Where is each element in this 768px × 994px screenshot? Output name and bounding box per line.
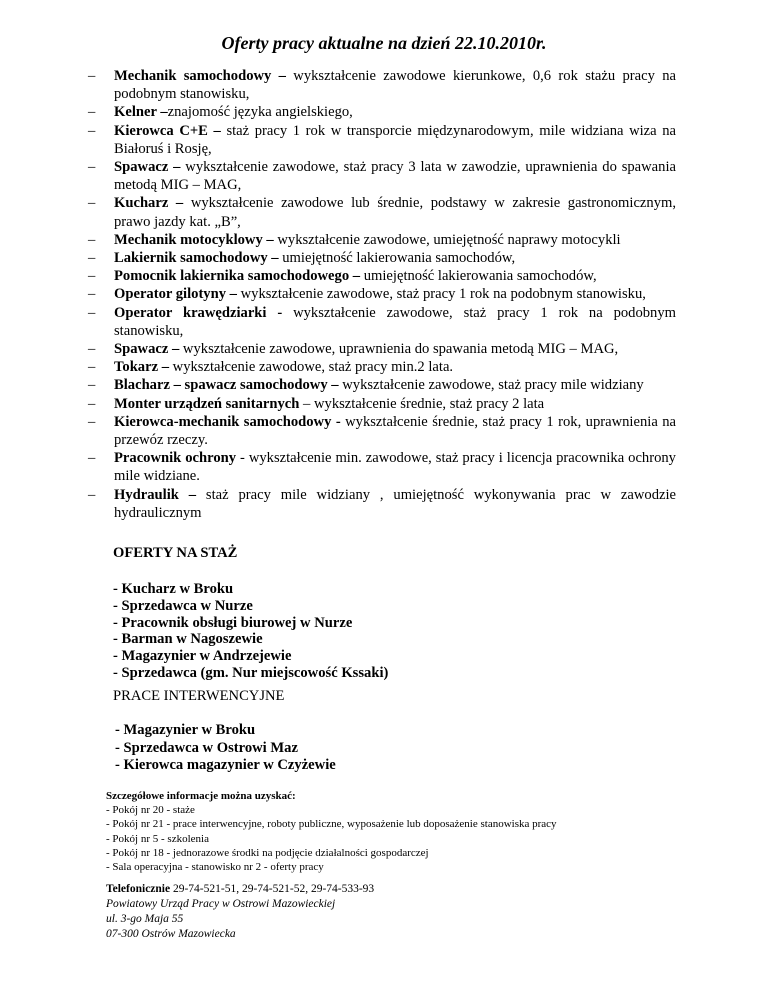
job-title: Kelner – xyxy=(114,104,168,121)
intervention-heading: PRACE INTERWENCYJNE xyxy=(113,688,285,704)
job-requirements: wykształcenie zawodowe, staż pracy 3 lata w zawodzie, uprawnienia do spawania metodą MIG – MAG, xyxy=(114,159,676,194)
dash-bullet: – xyxy=(88,304,96,321)
job-requirements: znajomość języka angielskiego, xyxy=(167,104,353,121)
job-requirements: - wykształcenie min. zawodowe, staż pracy i licencja pracownika ochrony mile widziane. xyxy=(114,450,676,485)
job-offer-item xyxy=(88,449,676,485)
dash-bullet: – xyxy=(88,359,96,376)
job-offer-item xyxy=(88,486,677,522)
job-title: Hydraulik – xyxy=(114,486,197,503)
dash-bullet: – xyxy=(88,395,96,412)
job-requirements: umiejętność lakierowania samochodów, xyxy=(360,268,597,285)
job-requirements: wykształcenie zawodowe, umiejętność naprawy motocykli xyxy=(273,231,621,248)
job-title: Operator krawędziarki - xyxy=(114,304,283,321)
job-offer-item xyxy=(88,194,676,230)
intervention-item: - Kierowca magazynier w Czyżewie xyxy=(115,757,336,773)
dash-bullet: – xyxy=(88,341,96,358)
internship-item: - Pracownik obsługi biurowej w Nurze xyxy=(113,614,353,631)
dash-bullet: – xyxy=(88,268,96,285)
dash-bullet: – xyxy=(88,68,96,84)
dash-bullet: – xyxy=(88,231,96,248)
dash-bullet: – xyxy=(88,195,96,212)
job-requirements: – wykształcenie średnie, staż pracy 2 lata xyxy=(299,395,545,412)
page-title: Oferty pracy aktualne na dzień 22.10.2010r. xyxy=(221,33,547,53)
info-item: - Sala operacyjna - stanowisko nr 2 - oferty pracy xyxy=(106,861,324,874)
office-name: Powiatowy Urząd Pracy w Ostrowi Mazowieckiej xyxy=(106,898,336,910)
job-title: Spawacz – xyxy=(114,341,180,358)
dash-bullet: – xyxy=(88,486,96,503)
job-requirements: wykształcenie zawodowe kierunkowe, 0,6 rok stażu pracy na podobnym stanowisku, xyxy=(114,68,677,103)
job-offer-item xyxy=(88,249,676,267)
office-street: ul. 3-go Maja 55 xyxy=(106,913,184,925)
job-offer-item xyxy=(88,267,676,285)
info-item: - Pokój nr 5 - szkolenia xyxy=(106,832,209,845)
internship-list xyxy=(113,581,388,682)
info-section xyxy=(106,789,557,874)
job-requirements: wykształcenie zawodowe, staż pracy mile widziany xyxy=(338,377,644,394)
dash-bullet: – xyxy=(88,286,96,303)
dash-bullet: – xyxy=(88,104,96,121)
info-item: - Pokój nr 21 - prace interwencyjne, roboty publiczne, wyposażenie lub doposażenie stanowiska pracy xyxy=(106,818,557,831)
dash-bullet: – xyxy=(88,377,96,394)
job-requirements: wykształcenie zawodowe, uprawnienia do spawania metodą MIG – MAG, xyxy=(179,341,619,358)
job-offer-item xyxy=(88,304,677,340)
job-offer-item xyxy=(88,340,676,358)
job-offers-list xyxy=(88,67,677,522)
job-offer-item xyxy=(88,231,676,249)
info-item: - Pokój nr 20 - staże xyxy=(106,804,195,817)
dash-bullet: – xyxy=(88,159,96,176)
job-offer-item xyxy=(88,67,677,103)
job-title: Pracownik ochrony xyxy=(114,450,237,467)
internship-item: - Sprzedawca w Nurze xyxy=(113,597,253,614)
intervention-list xyxy=(115,722,336,775)
job-requirements: wykształcenie zawodowe lub średnie, podstawy w zakresie gastronomicznym, prawo jazdy kat. „B”, xyxy=(114,195,676,230)
internship-item: - Kucharz w Broku xyxy=(113,581,234,597)
job-requirements: wykształcenie zawodowe, staż pracy min.2 lata. xyxy=(169,359,454,376)
job-offer-item xyxy=(88,122,677,158)
job-title: Kucharz – xyxy=(114,195,184,212)
dash-bullet: – xyxy=(88,450,96,467)
job-requirements: staż pracy mile widziany , umiejętność wykonywania prac w zawodzie hydraulicznym xyxy=(114,486,677,521)
job-title: Mechanik samochodowy – xyxy=(114,68,286,84)
job-requirements: staż pracy 1 rok w transporcie międzynarodowym, mile widziana wiza na Białoruś i Rosję, xyxy=(114,122,677,157)
job-title: Monter urządzeń sanitarnych xyxy=(114,395,300,412)
job-title: Blacharz – spawacz samochodowy – xyxy=(114,377,339,394)
job-title: Lakiernik samochodowy – xyxy=(114,250,279,267)
internship-item: - Sprzedawca (gm. Nur miejscowość Kssaki) xyxy=(113,664,389,681)
info-list xyxy=(106,803,557,874)
job-title: Mechanik motocyklowy – xyxy=(114,231,274,248)
job-offer-item xyxy=(88,158,676,194)
phone-label: Telefonicznie xyxy=(106,883,171,895)
phone-line xyxy=(106,882,374,897)
job-title: Kierowca-mechanik samochodowy - xyxy=(114,413,341,430)
info-item: - Pokój nr 18 - jednorazowe środki na podjęcie działalności gospodarczej xyxy=(106,846,429,859)
job-title: Pomocnik lakiernika samochodowego – xyxy=(114,268,361,285)
dash-bullet: – xyxy=(88,250,96,267)
job-title: Spawacz – xyxy=(114,159,181,176)
job-title: Operator gilotyny – xyxy=(114,286,237,303)
internship-heading: OFERTY NA STAŻ xyxy=(113,545,238,561)
job-offer-item xyxy=(88,413,676,449)
job-requirements: wykształcenie zawodowe, staż pracy 1 rok na podobnym stanowisku, xyxy=(114,304,677,339)
contact-section xyxy=(106,882,374,942)
dash-bullet: – xyxy=(88,413,96,430)
internship-item: - Barman w Nagoszewie xyxy=(113,631,263,648)
job-offer-item xyxy=(88,103,676,121)
dash-bullet: – xyxy=(88,122,96,139)
job-requirements: umiejętność lakierowania samochodów, xyxy=(278,250,516,267)
job-requirements: wykształcenie zawodowe, staż pracy 1 rok na podobnym stanowisku, xyxy=(236,286,646,303)
info-heading: Szczegółowe informacje można uzyskać: xyxy=(106,790,296,802)
job-offer-item xyxy=(88,395,676,413)
intervention-item: - Sprzedawca w Ostrowi Maz xyxy=(115,739,298,756)
job-offer-item xyxy=(88,376,676,394)
intervention-item: - Magazynier w Broku xyxy=(115,722,256,738)
job-requirements: wykształcenie średnie, staż pracy 1 rok, uprawnienia na przewóz rzeczy. xyxy=(114,413,676,449)
job-title: Kierowca C+E – xyxy=(114,122,221,139)
job-offer-item xyxy=(88,358,676,376)
job-title: Tokarz – xyxy=(114,359,170,376)
phone-numbers: 29-74-521-51, 29-74-521-52, 29-74-533-93 xyxy=(170,883,375,895)
job-offer-item xyxy=(88,285,676,303)
office-city: 07-300 Ostrów Mazowiecka xyxy=(106,928,236,940)
internship-item: - Magazynier w Andrzejewie xyxy=(113,648,292,665)
